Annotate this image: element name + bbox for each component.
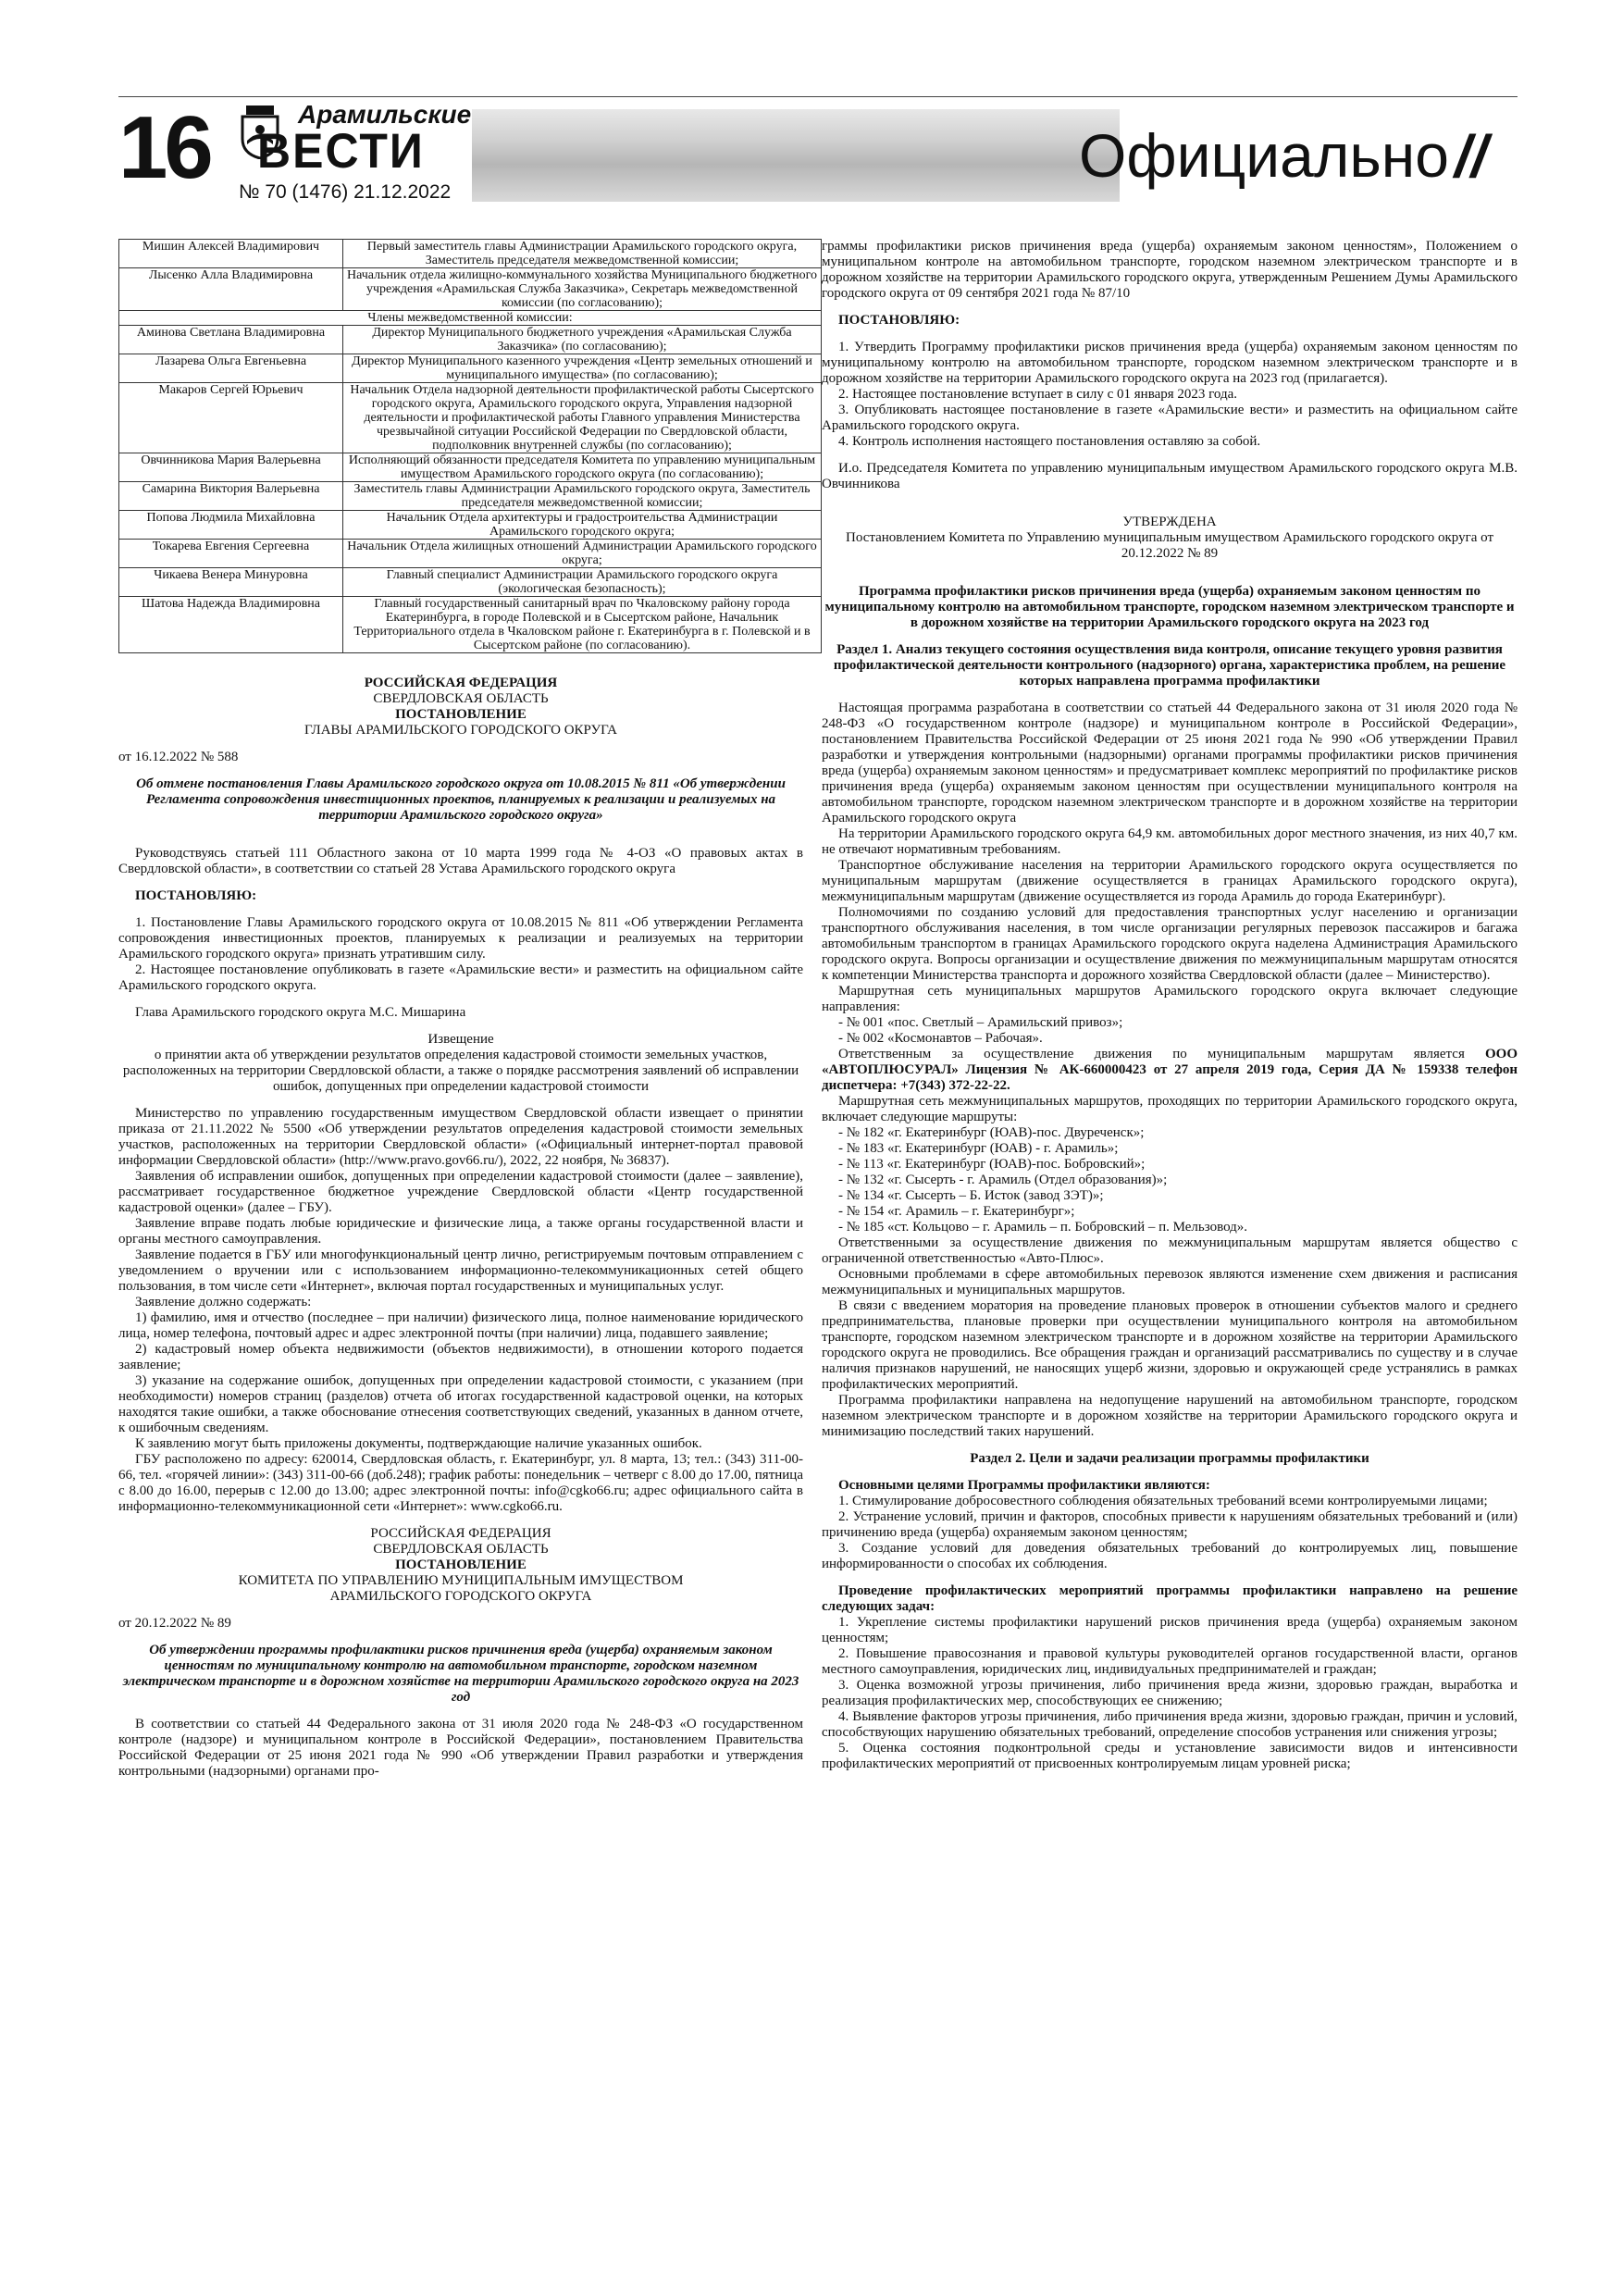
decree1-header-country: РОССИЙСКАЯ ФЕДЕРАЦИЯ — [364, 676, 558, 690]
task-item: 2. Повышение правосознания и правовой культуры руководителей органов государственной власти, органов местного самоуправления, юридических лиц, индивидуальных предпринимателей и граждан; — [822, 1646, 1518, 1677]
route-item: - № 182 «г. Екатеринбург (ЮАВ)-пос. Двуреченск»; — [838, 1125, 1145, 1140]
notice-paragraph: Заявление вправе подать любые юридические и физические лица, а также органы государственной власти и органы местного самоуправления. — [118, 1216, 803, 1247]
decree1-date: от 16.12.2022 № 588 — [118, 750, 239, 764]
program-paragraph: Основными проблемами в сфере автомобильных перевозок являются изменение схем движения и расписания межмуниципальных и муниципальных маршрутов. — [822, 1267, 1518, 1297]
decree1-header-issuer: ГЛАВЫ АРАМИЛЬСКОГО ГОРОДСКОГО ОКРУГА — [304, 723, 618, 738]
decree1-item-1: 1. Постановление Главы Арамильского городского округа от 10.08.2015 № 811 «Об утверждении Регламента сопровождения инвестиционных проектов, планируемых к реализации и реализуемых на территории Арамильского городского округа» признать утратившим силу. — [118, 915, 803, 962]
task-item: 5. Оценка состояния подконтрольной среды и установление зависимости видов и интенсивности профилактических мероприятий от присвоенных контролируемым лицам уровней риска; — [822, 1741, 1518, 1771]
member-role: Директор Муниципального казенного учреждения «Центр земельных отношений и муниципального имущества» (по согласованию); — [343, 354, 822, 383]
notice-subtitle: о принятии акта об утверждении результатов определения кадастровой стоимости земельных участков, расположенных на территории Свердловской области, а также о порядке рассмотрения заявлений об исправлении ошибок, допущенных при определении кадастровой стоимости — [122, 1048, 799, 1094]
program-paragraph: Маршрутная сеть муниципальных маршрутов Арамильского городского округа включает следующие направления: — [822, 984, 1518, 1014]
program-title: Программа профилактики рисков причинения вреда (ущерба) охраняемым законом ценностям по муниципальному контролю на автомобильном транспорте, городском наземном электрическом транспорте и в дорожном хозяйстве на территории Арамильского городского округа на 2023 год — [824, 584, 1515, 630]
decree2-title: Об утверждении программы профилактики рисков причинения вреда (ущерба) охраняемым законом ценностям по муниципальному контролю на автомобильном транспорте, городском наземном электрическом транспорте и в дорожном хозяйстве на территории Арамильского городского округа на 2023 год — [122, 1643, 799, 1705]
decree2-header-type: ПОСТАНОВЛЕНИЕ — [395, 1558, 527, 1572]
decree2-header-country: РОССИЙСКАЯ ФЕДЕРАЦИЯ — [370, 1526, 551, 1541]
notice-paragraph: Заявление должно содержать: — [135, 1295, 312, 1309]
decree1-intro: Руководствуясь статьей 111 Областного закона от 10 марта 1999 года № 4-ОЗ «О правовых актах в Свердловской области», в соответствии со статьей 28 Устава Арамильского городского округа — [118, 846, 803, 876]
decree1-signature: Глава Арамильского городского округа М.С. Мишарина — [135, 1005, 466, 1020]
member-role: Директор Муниципального бюджетного учреждения «Арамильская Служба Заказчика» (по согласованию); — [343, 326, 822, 354]
table-row — [119, 597, 822, 653]
program-paragraph: Полномочиями по созданию условий для предоставления транспортных услуг населению и организации транспортного обслуживания населения, в том числе организации регулярных перевозок пассажиров и багажа автомобильным транспортом в границах Арамильского городского округа наделена Администрация Арамильского городского округа. Вопросы организации и осуществление движения по межмуниципальным маршрутам относятся к компетенции Министерства транспорта и дорожного хозяйства Свердловской области (далее – Министерство). — [822, 905, 1518, 983]
decree1-header-type: ПОСТАНОВЛЕНИЕ — [395, 707, 527, 722]
table-row — [119, 383, 822, 453]
program-paragraph: Ответственными за осуществление движения по межмуниципальным маршрутам является общество с ограниченной ответственностью «Авто-Плюс». — [822, 1235, 1518, 1266]
notice-paragraph: К заявлению могут быть приложены документы, подтверждающие наличие указанных ошибок. — [135, 1436, 702, 1451]
notice-paragraph: Заявление подается в ГБУ или многофункциональный центр лично, регистрируемым почтовым отправлением с уведомлением о вручении или с использованием информационно-телекоммуникационных сетей общего пользования, в том числе сети «Интернет», включая портал государственных и муниципальных услуг. — [118, 1247, 803, 1294]
member-name: Лазарева Ольга Евгеньевна — [119, 354, 343, 383]
table-row — [119, 240, 822, 268]
route-item: - № 134 «г. Сысерть – Б. Исток (завод ЗЭТ)»; — [838, 1188, 1104, 1203]
task-item: 4. Выявление факторов угрозы причинения, либо причинения вреда жизни, здоровью граждан, причин и условий, способствующих нарушению обязательных требований, определение способов устранения или снижения угрозы; — [822, 1709, 1518, 1740]
route-item: - № 183 «г. Екатеринбург (ЮАВ) - г. Арамиль»; — [838, 1141, 1119, 1156]
decree2-intro: В соответствии со статьей 44 Федерального закона от 31 июля 2020 года № 248-ФЗ «О государственном контроле (надзоре) и муниципальном контроле в Российской Федерации», постановлением Правительства Российской Федерации от 25 июня 2021 года № 990 «Об утверждении Правил разработки и утверждения контрольными (надзорными) органами про- — [118, 1717, 803, 1779]
newspaper-logo-main: ВЕСТИ — [257, 123, 425, 179]
notice-paragraph: 1) фамилию, имя и отчество (последнее – при наличии) физического лица, полное наименование юридического лица, номер телефона, почтовый адрес и адрес электронной почты (при наличии) лица, подавшего заявление; — [118, 1310, 803, 1341]
tasks-title: Проведение профилактических мероприятий программы профилактики направлено на решение следующих задач: — [822, 1583, 1518, 1614]
decree2-header-region: СВЕРДЛОВСКАЯ ОБЛАСТЬ — [373, 1542, 549, 1557]
task-item: 3. Оценка возможной угрозы причинения, либо причинения вреда жизни, здоровью граждан, выработка и реализация профилактических мер, способствующих ее снижению; — [822, 1678, 1518, 1708]
member-role: Главный государственный санитарный врач по Чкаловскому району города Екатеринбурга, в городе Полевской и в Сысертском районе, Начальник Территориального отдела в Чкаловском районе г. Екатеринбурга в г. Полевской и в Сысертском районе (по согласованию). — [343, 597, 822, 653]
header-landscape-photo — [472, 109, 1120, 202]
program-paragraph: В связи с введением моратория на проведение плановых проверок в отношении субъектов малого и среднего предпринимательства, плановые проверки при осуществлении муниципального контроля на автомобильном транспорте, городском наземном электрическом транспорте и в дорожном хозяйстве на территории Арамильского городского округа не проводились. Все обращения граждан и организаций рассматривались по существу и в случае наличия признаков нарушений, не наносящих ущерб жизни, здоровью и окружающей среде устранялись в рамках профилактических мероприятий. — [822, 1298, 1518, 1392]
notice-paragraph: ГБУ расположено по адресу: 620014, Свердловская область, г. Екатеринбург, ул. 8 марта, 13; тел.: (343) 311-00-66, тел. «горячей линии»: (343) 311-00-66 (доб.248); график работы: понедельник – четверг с 8.00 до 17.00, пятница с 8.00 до 16.00, перерыв с 12.00 до 13.00; адрес электронной почты: info@cgko66.ru; адрес официального сайта в информационно-телекоммуникационной сети «Интернет»: www.cgko66.ru. — [118, 1452, 803, 1514]
decree2-item-1: 1. Утвердить Программу профилактики рисков причинения вреда (ущерба) охраняемым законом ценностям по муниципальному контролю на автомобильном транспорте, городском наземном электрическом транспорте и в дорожном хозяйстве на территории Арамильского городского округа на 2023 год (прилагается). — [822, 340, 1518, 386]
newspaper-logo-top: Арамильские — [298, 100, 472, 129]
route-item: - № 001 «пос. Светлый – Арамильский привоз»; — [838, 1015, 1123, 1030]
route-item: - № 132 «г. Сысерть - г. Арамиль (Отдел образования)»; — [838, 1173, 1168, 1187]
notice-paragraph: Министерство по управлению государственным имуществом Свердловской области извещает о принятии приказа от 21.11.2022 № 5500 «Об утверждении результатов определения кадастровой стоимости земельных участков, расположенных на территории Свердловской области» («Официальный интернет-портал правовой информации Свердловской области» (http://www.pravo.gov66.ru/), 2022, 22 ноября, № 36837). — [118, 1106, 803, 1168]
operator-license: ООО «АВТОПЛЮСУРАЛ» Лицензия № АК-660000423 от 27 апреля 2019 года, Серия ДА № 159338 телефон диспетчера: +7(343) 372-22-22. — [822, 1047, 1518, 1093]
table-row — [119, 453, 822, 482]
approved-title: УТВЕРЖДЕНА — [1122, 515, 1217, 529]
route-item: - № 113 «г. Екатеринбург (ЮАВ)-пос. Бобровский»; — [838, 1157, 1146, 1172]
table-row — [119, 511, 822, 540]
decree2-item-2: 2. Настоящее постановление вступает в силу с 01 января 2023 года. — [838, 387, 1238, 402]
member-name: Попова Людмила Михайловна — [119, 511, 343, 540]
members-header: Члены межведомственной комиссии: — [119, 311, 822, 326]
goals-title: Основными целями Программы профилактики являются: — [838, 1478, 1210, 1493]
member-name: Аминова Светлана Владимировна — [119, 326, 343, 354]
route-item: - № 002 «Космонавтов – Рабочая». — [838, 1031, 1043, 1046]
member-name: Самарина Виктория Валерьевна — [119, 482, 343, 511]
operator-paragraph — [822, 1047, 1518, 1094]
decree2-resolve: ПОСТАНОВЛЯЮ: — [838, 313, 960, 328]
right-column — [822, 239, 1518, 1772]
program-paragraph: Программа профилактики направлена на недопущение нарушений на автомобильном транспорте, городском наземном электрическом транспорте и в дорожном хозяйстве на территории Арамильского городского округа и минимизацию последствий таких нарушений. — [822, 1393, 1518, 1439]
section-mark: // — [1455, 123, 1488, 190]
commission-members-table — [118, 239, 822, 653]
goal-item: 3. Создание условий для доведения обязательных требований до контролируемых лиц, повышение информированности о способах их соблюдения. — [822, 1541, 1518, 1571]
member-name: Чикаева Венера Минуровна — [119, 568, 343, 597]
member-role: Исполняющий обязанности председателя Комитета по управлению муниципальным имуществом Арамильского городского округа (по согласованию); — [343, 453, 822, 482]
table-row — [119, 354, 822, 383]
goal-item: 2. Устранение условий, причин и факторов, способных привести к нарушениям обязательных требований и (или) причинению вреда (ущерба) охраняемым законом ценностям; — [822, 1509, 1518, 1540]
page-number: 16 — [118, 98, 210, 197]
route-item: - № 185 «ст. Кольцово – г. Арамиль – п. Бобровский – п. Мельзовод». — [838, 1220, 1248, 1235]
table-row — [119, 311, 822, 326]
approved-text: Постановлением Комитета по Управлению муниципальным имуществом Арамильского городского округа от 20.12.2022 № 89 — [845, 530, 1493, 561]
program-section-2-title: Раздел 2. Цели и задачи реализации программы профилактики — [970, 1451, 1369, 1466]
section-title: Официально — [1079, 121, 1449, 190]
program-paragraph: Настоящая программа разработана в соответствии со статьей 44 Федерального закона от 31 июля 2020 года № 248-ФЗ «О государственном контроле (надзоре) и муниципальном контроле в Российской Федерации», постановлением Правительства Российской Федерации от 25 июня 2021 года № 990 «Об утверждении Правил разработки и утверждения контрольными (надзорными) органами программы профилактики рисков причинения вреда (ущерба) охраняемым законом ценностям» и предусматривает комплекс мероприятий по профилактике рисков причинения вреда (ущерба) охраняемым законом ценностям при осуществлении муниципального контроля на автомобильном транспорте, городском наземном электрическом транспорте и в дорожном хозяйстве на территории Арамильского городского округа — [822, 701, 1518, 825]
decree1-item-2: 2. Настоящее постановление опубликовать в газете «Арамильские вести» и разместить на официальном сайте Арамильского городского округа. — [118, 962, 803, 993]
notice-title: Извещение — [427, 1032, 494, 1047]
member-role: Начальник Отдела архитектуры и градостроительства Администрации Арамильского городского округа; — [343, 511, 822, 540]
left-column — [118, 239, 818, 1780]
decree2-item-4: 4. Контроль исполнения настоящего постановления оставляю за собой. — [838, 434, 1261, 449]
task-item: 1. Укрепление системы профилактики нарушений рисков причинения вреда (ущерба) охраняемым законом ценностям; — [822, 1615, 1518, 1645]
member-role: Начальник Отдела жилищных отношений Администрации Арамильского городского округа; — [343, 540, 822, 568]
decree1-header-region: СВЕРДЛОВСКАЯ ОБЛАСТЬ — [373, 691, 549, 706]
decree2-intro-continued: граммы профилактики рисков причинения вреда (ущерба) охраняемым законом ценностям», Положением о муниципальном контроле на автомобильном транспорте, городском наземном электрическом транспорте и в дорожном хозяйстве на территории Арамильского городского округа, утвержденным Решением Думы Арамильского городского округа от 09 сентября 2021 года № 87/10 — [822, 239, 1518, 301]
table-row — [119, 268, 822, 311]
notice-paragraph: 3) указание на содержание ошибок, допущенных при определении кадастровой стоимости, с указанием (при необходимости) номеров страниц (разделов) отчета об итогах государственной кадастровой оценки, на которых находятся такие ошибки, а также обоснование отнесения соответствующих сведений, указанных в данном отчете, к ошибочным сведениям. — [118, 1373, 803, 1435]
route-item: - № 154 «г. Арамиль – г. Екатеринбург»; — [838, 1204, 1075, 1219]
notice-paragraph: 2) кадастровый номер объекта недвижимости (объектов недвижимости), в отношении которого подается заявление; — [118, 1342, 803, 1372]
member-name: Мишин Алексей Владимирович — [119, 240, 343, 268]
operator-text: Ответственным за осуществление движения по муниципальным маршрутам является — [838, 1047, 1485, 1061]
decree1-title: Об отмене постановления Главы Арамильского городского округа от 10.08.2015 № 811 «Об утверждении Регламента сопровождения инвестиционных проектов, планируемых к реализации и реализуемых на территории Арамильского городского округа» — [136, 776, 786, 823]
program-paragraph: Транспортное обслуживание населения на территории Арамильского городского округа осуществляется по муниципальным маршрутам (движение осуществляется в границах Арамильского городского округа), межмуниципальным маршрутам (движение осуществляется из города Арамиль до города Екатеринбург). — [822, 858, 1518, 904]
member-name: Овчинникова Мария Валерьевна — [119, 453, 343, 482]
decree2-item-3: 3. Опубликовать настоящее постановление в газете «Арамильские вести» и разместить на официальном сайте Арамильского городского округа. — [822, 403, 1518, 433]
member-role: Заместитель главы Администрации Арамильского городского округа, Заместитель председателя межведомственной комиссии; — [343, 482, 822, 511]
member-role: Начальник Отдела надзорной деятельности профилактической работы Сысертского городского округа, Арамильского городского округа, Управления надзорной деятельности и профилактической работы Главного управления Министерства чрезвычайной ситуации Российской Федерации по Свердловской области, подполковник внутренней службы (по согласованию); — [343, 383, 822, 453]
program-paragraph: На территории Арамильского городского округа 64,9 км. автомобильных дорог местного значения, из них 40,7 км. не отвечают нормативным требованиям. — [822, 826, 1518, 857]
decree2-header-issuer-2: АРАМИЛЬСКОГО ГОРОДСКОГО ОКРУГА — [329, 1589, 592, 1604]
decree2-date: от 20.12.2022 № 89 — [118, 1616, 231, 1631]
member-role: Главный специалист Администрации Арамильского городского округа (экологическая безопасность); — [343, 568, 822, 597]
header-rule — [118, 96, 1518, 97]
table-row — [119, 326, 822, 354]
goal-item: 1. Стимулирование добросовестного соблюдения обязательных требований всеми контролируемыми лицами; — [838, 1494, 1488, 1508]
table-row — [119, 540, 822, 568]
member-role: Первый заместитель главы Администрации Арамильского городского округа, Заместитель председателя межведомственной комиссии; — [343, 240, 822, 268]
decree2-header-issuer: КОМИТЕТА ПО УПРАВЛЕНИЮ МУНИЦИПАЛЬНЫМ ИМУЩЕСТВОМ — [238, 1573, 684, 1588]
program-section-1-title: Раздел 1. Анализ текущего состояния осуществления вида контроля, описание текущего уровня развития профилактической деятельности контрольного (надзорного) органа, характеристика проблем, на решение которых направлена программа профилактики — [833, 642, 1506, 689]
member-name: Лысенко Алла Владимировна — [119, 268, 343, 311]
decree2-signature: И.о. Председателя Комитета по управлению муниципальным имуществом Арамильского городского округа М.В. Овчинникова — [822, 461, 1518, 491]
member-name: Шатова Надежда Владимировна — [119, 597, 343, 653]
member-role: Начальник отдела жилищно-коммунального хозяйства Муниципального бюджетного учреждения «Арамильская Служба Заказчика», Секретарь межведомственной комиссии (по согласованию); — [343, 268, 822, 311]
notice-paragraph: Заявления об исправлении ошибок, допущенных при определении кадастровой стоимости (далее – заявление), рассматривает государственное бюджетное учреждение Свердловской области «Центр государственной кадастровой оценки» (далее – ГБУ). — [118, 1169, 803, 1215]
member-name: Макаров Сергей Юрьевич — [119, 383, 343, 453]
program-paragraph: Маршрутная сеть межмуниципальных маршрутов, проходящих по территории Арамильского городского округа, включает следующие маршруты: — [822, 1094, 1518, 1124]
table-row — [119, 482, 822, 511]
table-row — [119, 568, 822, 597]
issue-number: № 70 (1476) 21.12.2022 — [239, 181, 452, 203]
member-name: Токарева Евгения Сергеевна — [119, 540, 343, 568]
decree1-resolve: ПОСТАНОВЛЯЮ: — [135, 888, 257, 903]
